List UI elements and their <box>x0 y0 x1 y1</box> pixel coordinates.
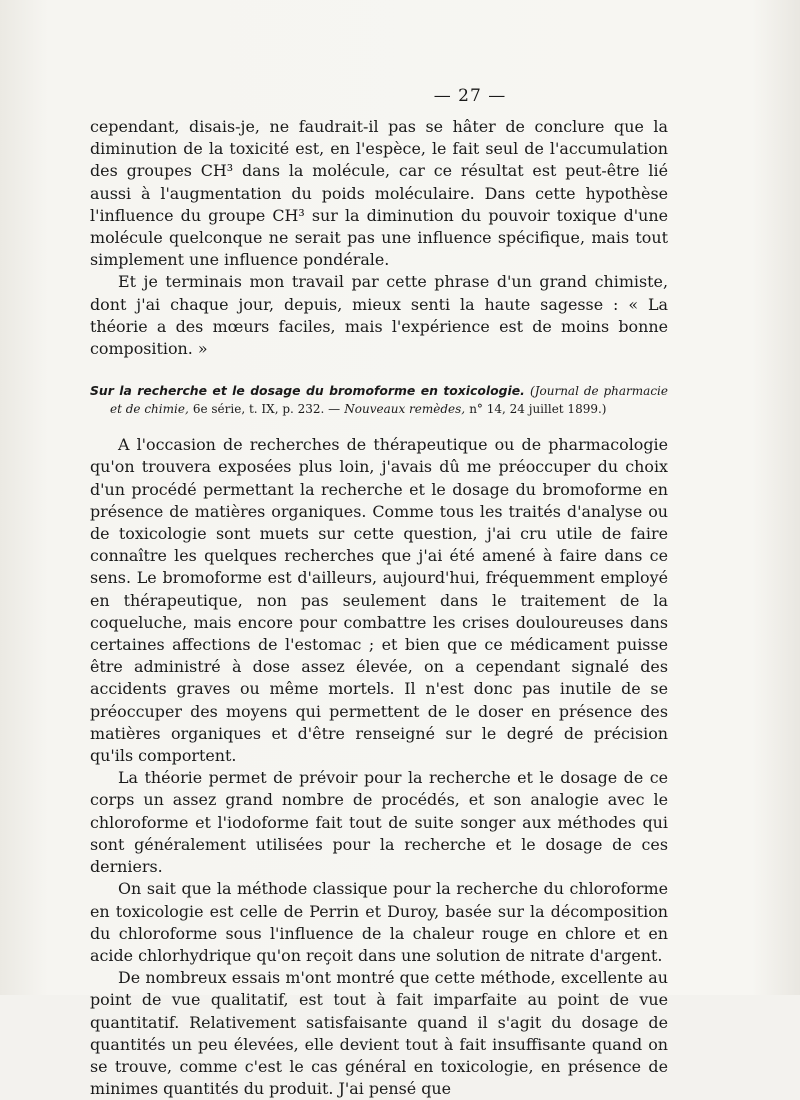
paragraph-method: On sait que la méthode classique pour la recherche du chloroforme en toxicologie est celle de Perrin et Duroy, basée sur la décomposition du chloroforme sous l'influence de la chaleur rouge en chlore et en acide chlorhydrique qu'on reçoit dans une solution de nitrate d'argent. <box>90 879 668 965</box>
paragraph-intro: A l'occasion de recherches de thérapeutique ou de pharmacologie qu'on trouvera exposées plus loin, j'avais dû me préoccuper du choix d'un procédé permettant la recherche et le dosage du bromoforme en présence de matières organiques. Comme tous les traités d'analyse ou de toxicologie sont muets sur cette question, j'ai cru utile de faire connaître les quelques recherches que j'ai été amené à faire dans ce sens. Le bromoforme est d'ailleurs, aujourd'hui, fréquemment employé en thérapeutique, non pas seulement dans le traitement de la coqueluche, mais encore pour combattre les crises douloureuses dans certaines affections de l'estomac ; et bien que ce médicament puisse être administré à dose assez élevée, on a cependant signalé des accidents graves ou même mortels. Il n'est donc pas inutile de se préoccuper des moyens qui permettent de le doser en présence des matières organiques et d'être renseigné sur le degré de précision qu'ils comportent. <box>90 435 668 766</box>
page-number: — 27 — <box>433 86 507 106</box>
paragraph-theory: La théorie permet de prévoir pour la recherche et le dosage de ce corps un assez grand nombre de procédés, et son analogie avec le chloroforme et l'iodoforme fait tout de suite songer aux méthodes qui sont généralement utilisées pour la recherche et le dosage de ces derniers. <box>90 768 668 877</box>
bibliographic-citation <box>90 382 668 418</box>
citation-journal: (Journal de pharmacie et de chimie, <box>110 384 668 416</box>
citation-details: 6e série, t. IX, p. 232. — <box>192 401 341 416</box>
paragraph-conclusion: Et je terminais mon travail par cette phrase d'un grand chimiste, dont j'ai chaque jour, depuis, mieux senti la haute sagesse : « La théorie a des mœurs faciles, mais l'expérience est de moins bonne composition. » <box>90 272 668 359</box>
citation-title: Sur la recherche et le dosage du bromoforme en toxicologie. <box>90 383 525 399</box>
paragraph-continuation: cependant, disais-je, ne faudrait-il pas se hâter de conclure que la diminution de la toxicité est, en l'espèce, le fait seul de l'accumulation des groupes CH³ dans la molécule, car ce résultat est peut-être lié aussi à l'augmentation du poids moléculaire. Dans cette hypothèse l'influence du groupe CH³ sur la diminution du pouvoir toxique d'une molécule quelconque ne serait pas une influence spécifique, mais tout simplement une influence pondérale. <box>90 117 668 270</box>
citation-issue: n° 14, 24 juillet 1899.) <box>469 401 607 416</box>
citation-remedes: Nouveaux remèdes, <box>344 401 466 416</box>
paragraph-essays: De nombreux essais m'ont montré que cette méthode, excellente au point de vue qualitatif, est tout à fait imparfaite au point de vue quantitatif. Relativement satisfaisante quand il s'agit du dosage de quantités un peu élevées, elle devient tout à fait insuffisante quand on se trouve, comme c'est le cas général en toxicologie, en présence de minimes quantités du produit. J'ai pensé que <box>90 968 668 1099</box>
page-content <box>90 116 668 1100</box>
